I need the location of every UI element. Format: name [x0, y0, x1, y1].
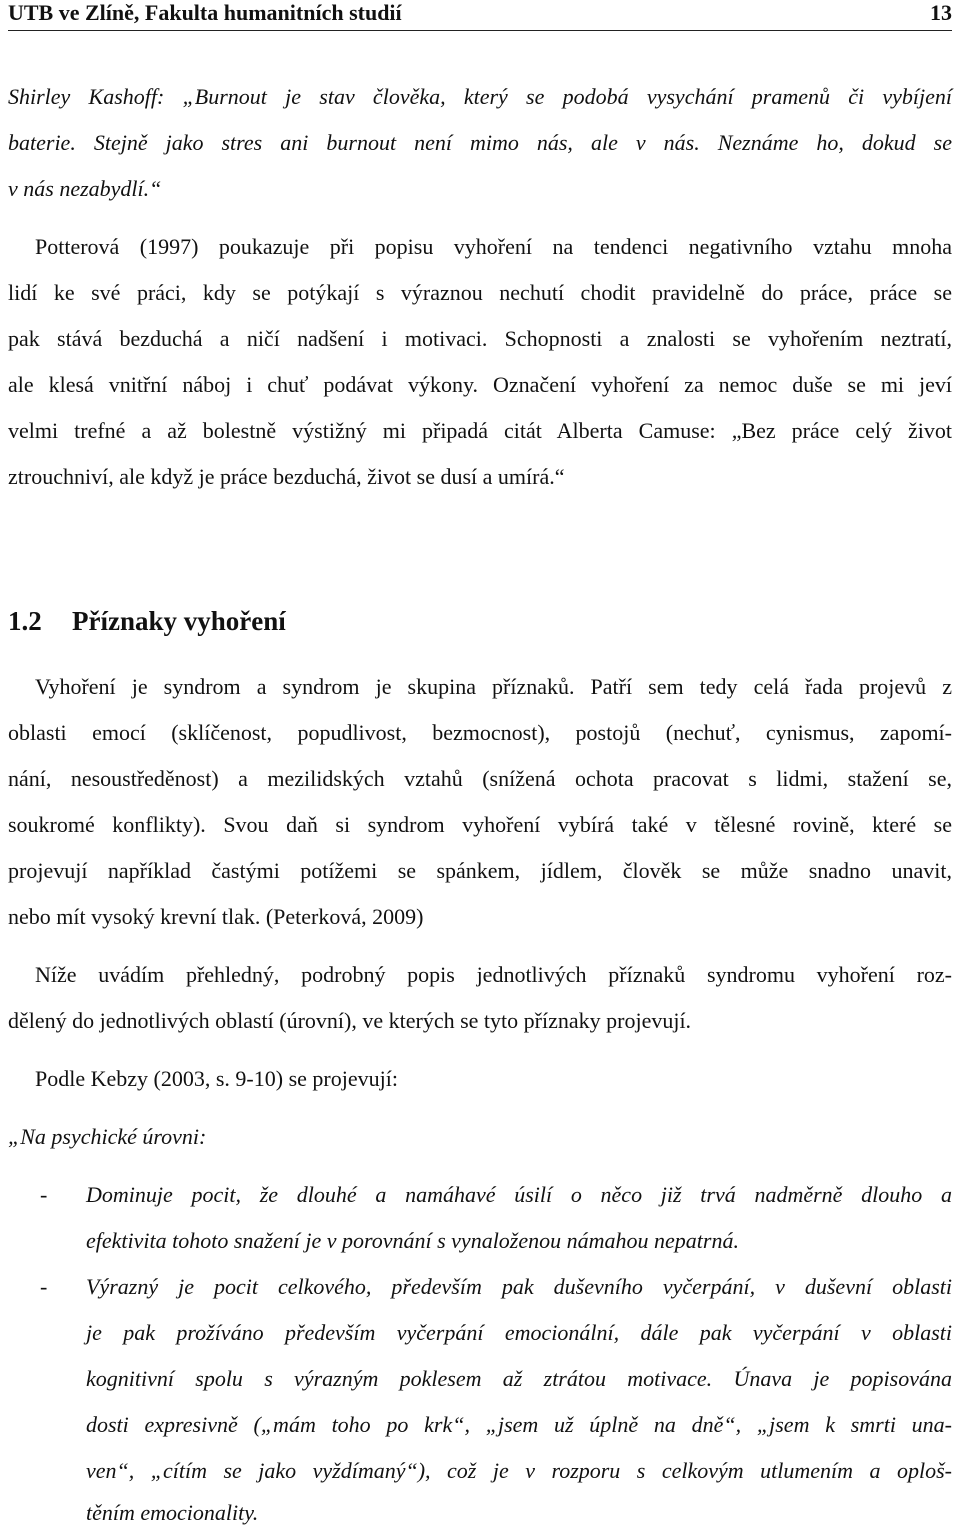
paragraph-line: Potterová (1997) poukazuje při popisu vyhoření na tendenci negativního vztahu mnoha	[35, 234, 952, 259]
paragraph-line: ztrouchniví, ale když je práce bezduchá, život se dusí a umírá.“	[8, 464, 565, 489]
paragraph-line: pak stává bezduchá a ničí nadšení i motivaci. Schopnosti a znalosti se vyhořením neztratí,	[8, 326, 952, 351]
list-item-line: těním emocionality.	[86, 1500, 259, 1525]
paragraph-line: nání, nesoustředěnost) a mezilidských vztahů (snížená ochota pracovat s lidmi, stažení se,	[8, 766, 952, 791]
paragraph-line: Podle Kebzy (2003, s. 9-10) se projevují:	[35, 1066, 398, 1091]
list-item-line: ven“, „cítím se jako vyždímaný“), což je v rozporu s celkovým utlumením a oploš-	[86, 1458, 952, 1483]
paragraph-line: nebo mít vysoký krevní tlak. (Peterková, 2009)	[8, 904, 424, 929]
list-item-line: dosti expresivně („mám toho po krk“, „jsem už úplně na dně“, „jsem k smrti una-	[86, 1412, 952, 1437]
list-marker: -	[40, 1182, 48, 1207]
paragraph-line: Vyhoření je syndrom a syndrom je skupina příznaků. Patří sem tedy celá řada projevů z	[35, 674, 952, 699]
list-intro: „Na psychické úrovni:	[8, 1124, 207, 1149]
paragraph-line: velmi trefné a až bolestně výstižný mi připadá citát Alberta Camuse: „Bez práce celý život	[8, 418, 952, 443]
page-header	[8, 0, 952, 31]
paragraph-line: soukromé konflikty). Svou daň si syndrom vyhoření vybírá také v tělesné rovině, které se	[8, 812, 952, 837]
paragraph-line: projevují například častými potížemi se spánkem, jídlem, člověk se může snadno unavit,	[8, 858, 952, 883]
list-item-line: kognitivní spolu s výrazným poklesem až ztrátou motivace. Únava je popisována	[86, 1366, 952, 1391]
quote-line: Shirley Kashoff: „Burnout je stav člověka, který se podobá vysychání pramenů či vybíjení	[8, 84, 952, 109]
quote-line: v nás nezabydlí.“	[8, 176, 162, 201]
page-number: 13	[930, 0, 952, 25]
paragraph-line: ale klesá vnitřní náboj i chuť podávat výkony. Označení vyhoření za nemoc duše se mi jeví	[8, 372, 952, 397]
list-item-line: Dominuje pocit, že dlouhé a namáhavé úsilí o něco již trvá nadměrně dlouho a	[86, 1182, 952, 1207]
quote-line: baterie. Stejně jako stres ani burnout není mimo nás, ale v nás. Neznáme ho, dokud se	[8, 130, 952, 155]
section-number: 1.2	[8, 606, 42, 636]
list-item-line: efektivita tohoto snažení je v porovnání s vynaloženou námahou nepatrná.	[86, 1228, 739, 1253]
paragraph-line: dělený do jednotlivých oblastí (úrovní), ve kterých se tyto příznaky projevují.	[8, 1008, 692, 1033]
list-item-line: Výrazný je pocit celkového, především pak duševního vyčerpání, v duševní oblasti	[86, 1274, 952, 1299]
paragraph-line: lidí ke své práci, kdy se potýkají s výraznou nechutí chodit pravidelně do práce, práce se	[8, 280, 952, 305]
paragraph-line: Níže uvádím přehledný, podrobný popis jednotlivých příznaků syndromu vyhoření roz-	[35, 962, 952, 987]
paragraph-line: oblasti emocí (sklíčenost, popudlivost, bezmocnost), postojů (nechuť, cynismus, zapomí-	[8, 720, 952, 745]
list-marker: -	[40, 1274, 48, 1299]
header-title: UTB ve Zlíně, Fakulta humanitních studií	[8, 0, 402, 25]
list-item-line: je pak prožíváno především vyčerpání emocionální, dále pak vyčerpání v oblasti	[86, 1320, 952, 1345]
section-title: Příznaky vyhoření	[72, 606, 286, 636]
section-heading	[8, 604, 286, 638]
